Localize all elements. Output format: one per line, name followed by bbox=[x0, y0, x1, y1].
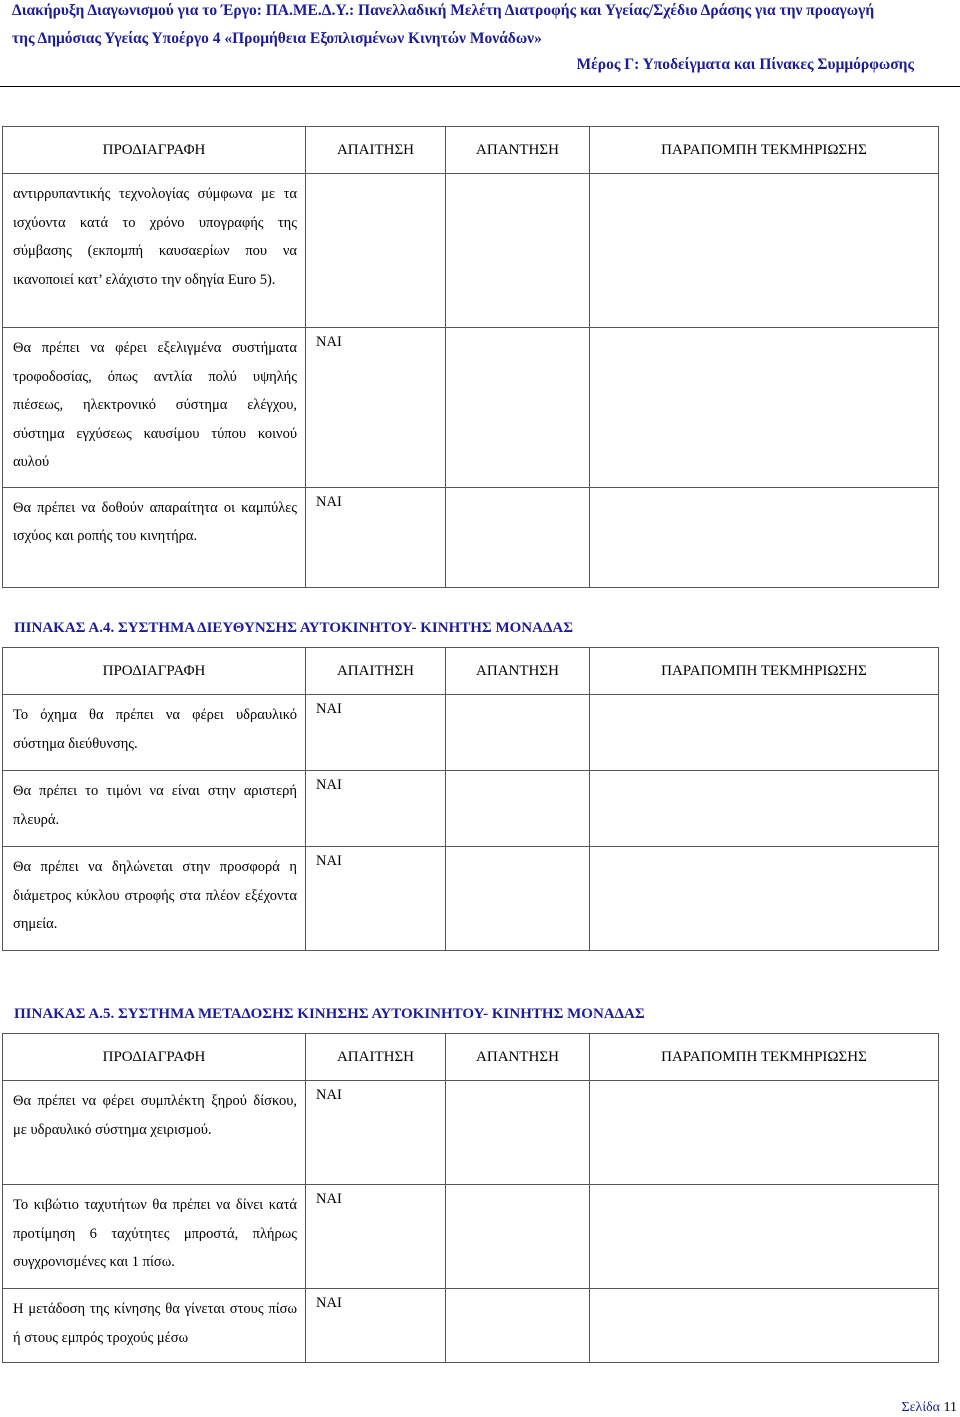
table-row bbox=[3, 174, 939, 328]
answer-cell[interactable] bbox=[446, 771, 590, 847]
table-caption-steering: ΠΙΝΑΚΑΣ Α.4. ΣΥΣΤΗΜΑ ΔΙΕΥΘΥΝΣΗΣ ΑΥΤΟΚΙΝΗΤΟΥ- ΚΙΝΗΤΗΣ ΜΟΝΑΔΑΣ bbox=[14, 620, 574, 636]
col-header-answer: ΑΠΑΝΤΗΣΗ bbox=[446, 648, 590, 695]
col-header-answer: ΑΠΑΝΤΗΣΗ bbox=[446, 127, 590, 174]
reference-cell[interactable] bbox=[590, 487, 939, 587]
requirement-text: ΝΑΙ bbox=[316, 777, 342, 793]
requirement-text bbox=[306, 174, 445, 180]
requirement-text: ΝΑΙ bbox=[316, 701, 342, 717]
spec-cell bbox=[3, 1081, 306, 1185]
col-header-spec: ΠΡΟΔΙΑΓΡΑΦΗ bbox=[3, 127, 306, 174]
spec-cell bbox=[3, 487, 306, 587]
answer-cell[interactable] bbox=[446, 695, 590, 771]
header-divider bbox=[0, 86, 960, 87]
table-caption-transmission: ΠΙΝΑΚΑΣ Α.5. ΣΥΣΤΗΜΑ ΜΕΤΑΔΟΣΗΣ ΚΙΝΗΣΗΣ ΑΥΤΟΚΙΝΗΤΟΥ- ΚΙΝΗΤΗΣ ΜΟΝΑΔΑΣ bbox=[14, 1006, 645, 1022]
document-header-line-2: της Δημόσιας Υγείας Υποέργο 4 «Προμήθεια Εξοπλισμένων Κινητών Μονάδων» bbox=[12, 30, 542, 47]
spec-text: Το κιβώτιο ταχυτήτων θα πρέπει να δίνει κατά προτίμηση 6 ταχύτητες μπροστά, πλήρως συγχρονισμένες και 1 πίσω. bbox=[13, 1197, 297, 1270]
answer-cell[interactable] bbox=[446, 487, 590, 587]
page-number bbox=[902, 1400, 958, 1416]
page-label: Σελίδα bbox=[901, 1400, 941, 1415]
answer-cell[interactable] bbox=[446, 1185, 590, 1289]
answer-cell[interactable] bbox=[446, 328, 590, 488]
spec-text: αντιρρυπαντικής τεχνολογίας σύμφωνα με τα ισχύοντα κατά το χρόνο υπογραφής της σύμβασης (εκπομπή καυσαερίων που να ικανοποιεί κατ’ ελάχιστο την οδηγία Euro 5). bbox=[13, 186, 297, 288]
requirement-text: ΝΑΙ bbox=[316, 1191, 342, 1207]
table-row bbox=[3, 1185, 939, 1289]
reference-cell[interactable] bbox=[590, 1289, 939, 1363]
requirement-text: ΝΑΙ bbox=[316, 1087, 342, 1103]
col-header-reference: ΠΑΡΑΠΟΜΠΗ ΤΕΚΜΗΡΙΩΣΗΣ bbox=[590, 648, 939, 695]
document-header-line-1: Διακήρυξη Διαγωνισμού για το Έργο: ΠΑ.ΜΕ.Δ.Υ.: Πανελλαδική Μελέτη Διατροφής και Υγείας/Σχέδιο Δράσης για την προαγωγή bbox=[12, 2, 875, 19]
table-row bbox=[3, 771, 939, 847]
spec-text: Θα πρέπει να φέρει εξελιγμένα συστήματα τροφοδοσίας, όπως αντλία πολύ υψηλής πιέσεως, ηλεκτρονικό σύστημα ελέγχου, σύστημα εγχύσεως καυσίμου τύπου κοινού αυλού bbox=[13, 340, 297, 470]
requirement-cell bbox=[306, 1081, 446, 1185]
answer-cell[interactable] bbox=[446, 1289, 590, 1363]
requirement-cell bbox=[306, 487, 446, 587]
reference-cell[interactable] bbox=[590, 695, 939, 771]
col-header-reference: ΠΑΡΑΠΟΜΠΗ ΤΕΚΜΗΡΙΩΣΗΣ bbox=[590, 1034, 939, 1081]
spec-cell bbox=[3, 771, 306, 847]
spec-text: Θα πρέπει να φέρει συμπλέκτη ξηρού δίσκου, με υδραυλικό σύστημα χειρισμού. bbox=[13, 1093, 297, 1138]
requirement-cell bbox=[306, 771, 446, 847]
spec-text: Θα πρέπει το τιμόνι να είναι στην αριστερή πλευρά. bbox=[13, 783, 297, 828]
answer-cell[interactable] bbox=[446, 174, 590, 328]
reference-cell[interactable] bbox=[590, 174, 939, 328]
table-header-row bbox=[3, 648, 939, 695]
requirement-cell bbox=[306, 1185, 446, 1289]
spec-cell bbox=[3, 1289, 306, 1363]
answer-cell[interactable] bbox=[446, 847, 590, 951]
col-header-answer: ΑΠΑΝΤΗΣΗ bbox=[446, 1034, 590, 1081]
answer-cell[interactable] bbox=[446, 1081, 590, 1185]
table-row bbox=[3, 1081, 939, 1185]
table-row bbox=[3, 487, 939, 587]
col-header-requirement: ΑΠΑΙΤΗΣΗ bbox=[306, 648, 446, 695]
requirement-cell bbox=[306, 328, 446, 488]
requirement-cell bbox=[306, 847, 446, 951]
requirement-text: ΝΑΙ bbox=[316, 493, 342, 510]
compliance-table-transmission bbox=[2, 1033, 939, 1363]
compliance-table-engine bbox=[2, 126, 939, 588]
table-row bbox=[3, 328, 939, 488]
requirement-cell bbox=[306, 695, 446, 771]
spec-cell bbox=[3, 174, 306, 328]
reference-cell[interactable] bbox=[590, 771, 939, 847]
spec-cell bbox=[3, 328, 306, 488]
table-header-row bbox=[3, 127, 939, 174]
spec-text: Θα πρέπει να δοθούν απαραίτητα οι καμπύλες ισχύος και ροπής του κινητήρα. bbox=[13, 499, 297, 544]
table-header-row bbox=[3, 1034, 939, 1081]
compliance-table-steering bbox=[2, 647, 939, 951]
document-part-title: Μέρος Γ: Υποδείγματα και Πίνακες Συμμόρφωσης bbox=[576, 56, 914, 73]
requirement-text: ΝΑΙ bbox=[316, 853, 342, 869]
col-header-requirement: ΑΠΑΙΤΗΣΗ bbox=[306, 127, 446, 174]
requirement-text: ΝΑΙ bbox=[316, 334, 342, 350]
page-number-value: 11 bbox=[943, 1400, 957, 1415]
spec-cell bbox=[3, 847, 306, 951]
table-row bbox=[3, 1289, 939, 1363]
col-header-spec: ΠΡΟΔΙΑΓΡΑΦΗ bbox=[3, 1034, 306, 1081]
table-row bbox=[3, 847, 939, 951]
col-header-requirement: ΑΠΑΙΤΗΣΗ bbox=[306, 1034, 446, 1081]
col-header-reference: ΠΑΡΑΠΟΜΠΗ ΤΕΚΜΗΡΙΩΣΗΣ bbox=[590, 127, 939, 174]
requirement-text: ΝΑΙ bbox=[316, 1295, 342, 1311]
spec-text: Θα πρέπει να δηλώνεται στην προσφορά η διάμετρος κύκλου στροφής στα πλέον εξέχοντα σημεία. bbox=[13, 859, 297, 932]
spec-cell bbox=[3, 1185, 306, 1289]
spec-text: Η μετάδοση της κίνησης θα γίνεται στους πίσω ή στους εμπρός τροχούς μέσω bbox=[13, 1301, 297, 1346]
reference-cell[interactable] bbox=[590, 847, 939, 951]
reference-cell[interactable] bbox=[590, 1185, 939, 1289]
table-row bbox=[3, 695, 939, 771]
spec-text: Το όχημα θα πρέπει να φέρει υδραυλικό σύστημα διεύθυνσης. bbox=[13, 707, 297, 752]
reference-cell[interactable] bbox=[590, 1081, 939, 1185]
requirement-cell bbox=[306, 1289, 446, 1363]
requirement-cell bbox=[306, 174, 446, 328]
col-header-spec: ΠΡΟΔΙΑΓΡΑΦΗ bbox=[3, 648, 306, 695]
spec-cell bbox=[3, 695, 306, 771]
reference-cell[interactable] bbox=[590, 328, 939, 488]
